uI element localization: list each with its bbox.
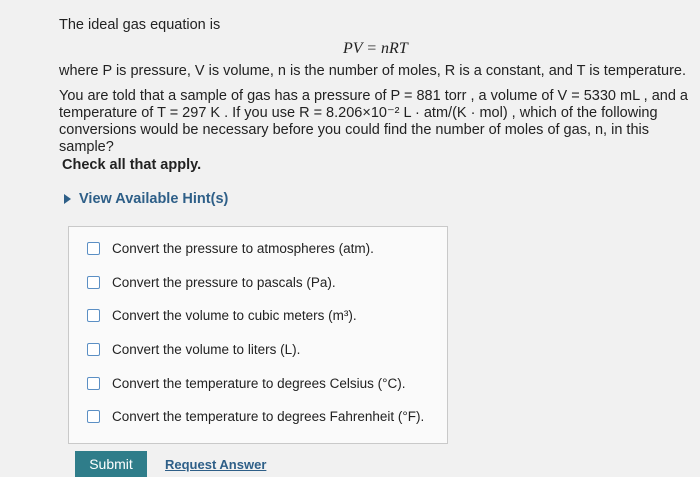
request-answer-link[interactable]: Request Answer — [165, 457, 267, 472]
variable-definitions: where P is pressure, V is volume, n is the number of moles, R is a constant, and T is temperature. — [59, 63, 687, 79]
checkbox[interactable] — [87, 377, 100, 390]
option-label: Convert the temperature to degrees Fahrenheit (°F). — [112, 409, 425, 424]
option-convert-to-pa[interactable] — [87, 275, 336, 290]
checkbox[interactable] — [87, 410, 100, 423]
problem-statement: You are told that a sample of gas has a pressure of P = 881 torr , a volume of V = 5330 mL , and a temperature of T = 297 K . If you use R = 8.206×10⁻² L · atm/(K · mol) , which of the following conversions would be necessary before you could find the number of moles of gas, n, in this sample? — [59, 88, 688, 155]
checkbox[interactable] — [87, 242, 100, 255]
option-label: Convert the temperature to degrees Celsius (°C). — [112, 376, 406, 391]
caret-right-icon — [64, 194, 71, 204]
submit-button[interactable]: Submit — [75, 451, 147, 477]
view-hints-toggle[interactable] — [64, 191, 228, 207]
option-convert-to-atm[interactable] — [87, 241, 374, 256]
option-convert-to-m3[interactable] — [87, 308, 357, 323]
checkbox[interactable] — [87, 343, 100, 356]
option-label: Convert the pressure to pascals (Pa). — [112, 275, 336, 290]
answer-options — [68, 226, 448, 444]
option-convert-to-liters[interactable] — [87, 342, 300, 357]
checkbox[interactable] — [87, 309, 100, 322]
intro-text: The ideal gas equation is — [59, 17, 221, 33]
option-label: Convert the volume to liters (L). — [112, 342, 301, 357]
option-label: Convert the volume to cubic meters (m³). — [112, 308, 357, 323]
option-convert-to-fahrenheit[interactable] — [87, 409, 424, 424]
ideal-gas-equation: PV = nRT — [343, 40, 408, 57]
option-convert-to-celsius[interactable] — [87, 376, 406, 391]
checkbox[interactable] — [87, 276, 100, 289]
option-label: Convert the pressure to atmospheres (atm). — [112, 241, 374, 256]
check-all-instruction: Check all that apply. — [62, 157, 202, 173]
hint-label: View Available Hint(s) — [79, 191, 229, 207]
